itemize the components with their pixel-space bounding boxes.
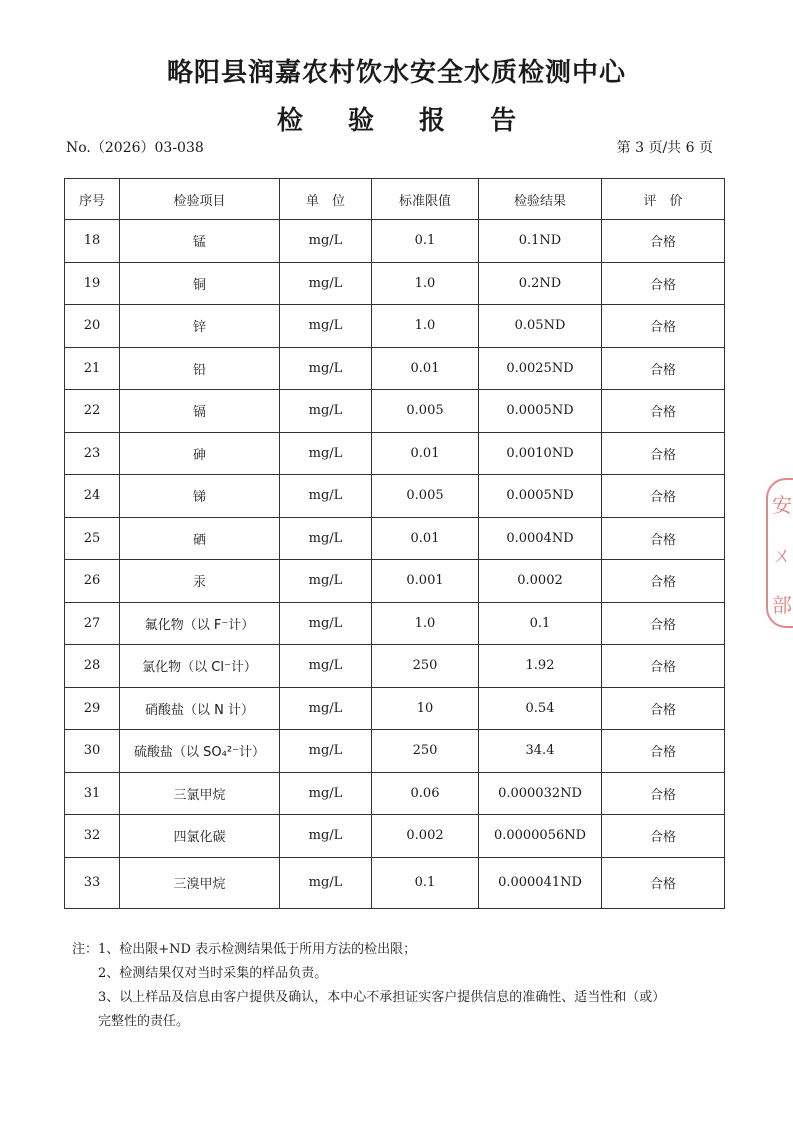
- header-limit: 标准限值: [372, 179, 479, 220]
- note-1: 注：1、检出限+ND 表示检测结果低于所用方法的检出限；: [72, 942, 417, 957]
- cell-eval: 合格: [602, 730, 725, 773]
- cell-item: 氟化物（以 F⁻计）: [120, 602, 280, 645]
- cell-eval: 合格: [602, 687, 725, 730]
- cell-no: 18: [65, 220, 120, 263]
- cell-no: 28: [65, 645, 120, 688]
- table-row: [65, 602, 725, 645]
- cell-unit: mg/L: [280, 560, 372, 603]
- cell-eval: 合格: [602, 390, 725, 433]
- cell-limit: 0.01: [372, 517, 479, 560]
- cell-result: 0.0010ND: [479, 432, 602, 475]
- red-seal-stamp: 安 ㄨ 部: [766, 478, 793, 628]
- cell-item: 硫酸盐（以 SO₄²⁻计）: [120, 730, 280, 773]
- cell-item: 锌: [120, 305, 280, 348]
- cell-eval: 合格: [602, 857, 725, 908]
- table-row: [65, 305, 725, 348]
- cell-unit: mg/L: [280, 220, 372, 263]
- header-result: 检验结果: [479, 179, 602, 220]
- cell-result: 0.05ND: [479, 305, 602, 348]
- cell-result: 0.000041ND: [479, 857, 602, 908]
- cell-no: 33: [65, 857, 120, 908]
- cell-no: 22: [65, 390, 120, 433]
- table-row: [65, 687, 725, 730]
- cell-result: 0.0002: [479, 560, 602, 603]
- cell-limit: 0.005: [372, 475, 479, 518]
- cell-limit: 0.06: [372, 772, 479, 815]
- cell-result: 0.0005ND: [479, 475, 602, 518]
- cell-unit: mg/L: [280, 857, 372, 908]
- cell-no: 20: [65, 305, 120, 348]
- table-header-row: [65, 179, 725, 220]
- note-3: 3、以上样品及信息由客户提供及确认，本中心不承担证实客户提供信息的准确性、适当性和（或）: [98, 990, 666, 1005]
- header-eval: 评 价: [602, 179, 725, 220]
- cell-no: 25: [65, 517, 120, 560]
- cell-limit: 0.01: [372, 347, 479, 390]
- cell-unit: mg/L: [280, 262, 372, 305]
- results-table: [64, 178, 725, 909]
- cell-unit: mg/L: [280, 432, 372, 475]
- cell-limit: 0.01: [372, 432, 479, 475]
- table-row: [65, 772, 725, 815]
- table-row: [65, 560, 725, 603]
- cell-result: 0.2ND: [479, 262, 602, 305]
- header-unit: 单 位: [280, 179, 372, 220]
- table-row: [65, 645, 725, 688]
- note-3-continued: 完整性的责任。: [98, 1014, 190, 1029]
- cell-no: 21: [65, 347, 120, 390]
- cell-eval: 合格: [602, 560, 725, 603]
- cell-unit: mg/L: [280, 687, 372, 730]
- header-item: 检验项目: [120, 179, 280, 220]
- table-row: [65, 517, 725, 560]
- cell-limit: 0.001: [372, 560, 479, 603]
- table-row: [65, 730, 725, 773]
- cell-unit: mg/L: [280, 475, 372, 518]
- cell-item: 铜: [120, 262, 280, 305]
- cell-item: 砷: [120, 432, 280, 475]
- table-row: [65, 475, 725, 518]
- cell-no: 19: [65, 262, 120, 305]
- notes: [72, 938, 732, 1034]
- cell-unit: mg/L: [280, 305, 372, 348]
- cell-item: 镉: [120, 390, 280, 433]
- cell-result: 1.92: [479, 645, 602, 688]
- cell-item: 硝酸盐（以 N 计）: [120, 687, 280, 730]
- cell-unit: mg/L: [280, 517, 372, 560]
- note-2: 2、检测结果仅对当时采集的样品负责。: [98, 966, 328, 981]
- cell-limit: 0.002: [372, 815, 479, 858]
- table-row: [65, 390, 725, 433]
- cell-no: 30: [65, 730, 120, 773]
- cell-no: 29: [65, 687, 120, 730]
- cell-eval: 合格: [602, 772, 725, 815]
- cell-item: 锑: [120, 475, 280, 518]
- cell-limit: 0.1: [372, 220, 479, 263]
- cell-no: 31: [65, 772, 120, 815]
- header-no: 序号: [65, 179, 120, 220]
- cell-eval: 合格: [602, 475, 725, 518]
- cell-limit: 250: [372, 730, 479, 773]
- cell-item: 锰: [120, 220, 280, 263]
- cell-limit: 0.005: [372, 390, 479, 433]
- cell-unit: mg/L: [280, 815, 372, 858]
- cell-eval: 合格: [602, 602, 725, 645]
- cell-limit: 1.0: [372, 305, 479, 348]
- cell-eval: 合格: [602, 517, 725, 560]
- cell-result: 0.0005ND: [479, 390, 602, 433]
- doc-title: 检 验 报 告: [276, 106, 535, 136]
- cell-eval: 合格: [602, 645, 725, 688]
- org-title: 略阳县润嘉农村饮水安全水质检测中心: [166, 58, 626, 88]
- cell-result: 34.4: [479, 730, 602, 773]
- table-row: [65, 347, 725, 390]
- cell-unit: mg/L: [280, 645, 372, 688]
- cell-no: 26: [65, 560, 120, 603]
- cell-result: 0.000032ND: [479, 772, 602, 815]
- table-row: [65, 432, 725, 475]
- cell-eval: 合格: [602, 220, 725, 263]
- cell-item: 三溴甲烷: [120, 857, 280, 908]
- cell-limit: 0.1: [372, 857, 479, 908]
- cell-result: 0.1ND: [479, 220, 602, 263]
- cell-limit: 1.0: [372, 262, 479, 305]
- cell-result: 0.1: [479, 602, 602, 645]
- cell-result: 0.0004ND: [479, 517, 602, 560]
- page-indicator: 第 3 页/共 6 页: [616, 140, 713, 156]
- report-number: No.（2026）03-038: [66, 140, 204, 156]
- cell-item: 四氯化碳: [120, 815, 280, 858]
- cell-eval: 合格: [602, 432, 725, 475]
- cell-eval: 合格: [602, 347, 725, 390]
- cell-item: 铅: [120, 347, 280, 390]
- cell-result: 0.0025ND: [479, 347, 602, 390]
- cell-no: 27: [65, 602, 120, 645]
- cell-result: 0.54: [479, 687, 602, 730]
- cell-limit: 250: [372, 645, 479, 688]
- cell-unit: mg/L: [280, 772, 372, 815]
- cell-eval: 合格: [602, 305, 725, 348]
- cell-result: 0.0000056ND: [479, 815, 602, 858]
- table-row: [65, 857, 725, 908]
- cell-limit: 1.0: [372, 602, 479, 645]
- cell-item: 氯化物（以 Cl⁻计）: [120, 645, 280, 688]
- cell-eval: 合格: [602, 262, 725, 305]
- cell-unit: mg/L: [280, 730, 372, 773]
- cell-no: 23: [65, 432, 120, 475]
- table-row: [65, 220, 725, 263]
- cell-eval: 合格: [602, 815, 725, 858]
- cell-item: 硒: [120, 517, 280, 560]
- cell-item: 三氯甲烷: [120, 772, 280, 815]
- cell-unit: mg/L: [280, 390, 372, 433]
- cell-unit: mg/L: [280, 602, 372, 645]
- table-row: [65, 815, 725, 858]
- cell-unit: mg/L: [280, 347, 372, 390]
- cell-item: 汞: [120, 560, 280, 603]
- cell-no: 32: [65, 815, 120, 858]
- table-row: [65, 262, 725, 305]
- cell-no: 24: [65, 475, 120, 518]
- cell-limit: 10: [372, 687, 479, 730]
